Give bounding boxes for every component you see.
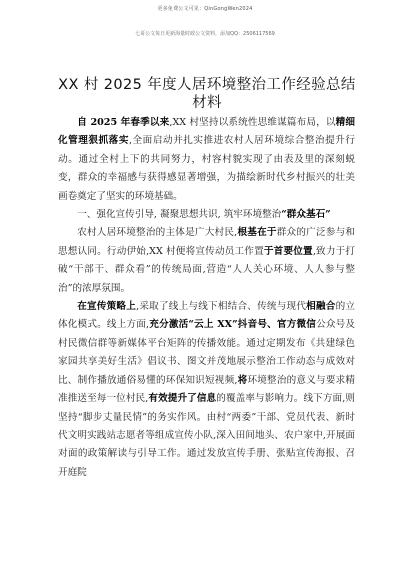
document-body: [58, 114, 355, 482]
header-subnote: 七哥公文每日更新海量时政公文资料，添加QQ：2506117569: [135, 31, 275, 37]
text-run: 公众号及村民微信群等新媒体平台矩阵的传播效能。通过定期发布《共建绿色家园共享美好生活》倡议书、图文并茂地展示整治工作动态与成效对比、制作播放通俗易懂的环保知识短视频,: [58, 319, 356, 386]
text-run: 农村人居环境整治的主体是广大村民,: [77, 227, 238, 239]
bold-run: 精细化管理狠抓落实: [58, 117, 356, 147]
paragraph-3: [58, 298, 355, 482]
document-title: XX 村 2025 年度人居环境整治工作经验总结材料: [58, 77, 356, 111]
text-run: ,致力于打破“干部干、群众看”的传统局面,营造“人人关心环境、人人参与整治”的浓厚氛围。: [58, 245, 356, 294]
paragraph-intro-lead: 自 2025 年春季以来: [77, 117, 170, 128]
text-run: ,XX 村坚持以系统性思维谋篇布局，以: [169, 117, 336, 128]
section-heading-1: [58, 206, 355, 224]
paragraph-intro: [58, 114, 355, 206]
text-run: ,全面启动并扎实推进农村人居环境综合整治提升行动。通过全村上下的共同努力，村容村貌实现了由表及里的深刻蜕变，群众的幸福感与获得感显著增强，为描绘新时代乡村振兴的壮美画卷奠定了坚实的环境基础。: [58, 135, 355, 202]
heading-bold: “群众基石”: [281, 209, 331, 221]
text-run: 环境整治的意义与要求精准推送至每一位村民,: [58, 374, 356, 405]
bold-run: 根基在于: [237, 227, 277, 239]
bold-run: 充分激活“云上 XX”抖音号、官方微信: [149, 319, 317, 331]
bold-run: 在宣传策略上: [77, 301, 137, 313]
header-note: 更多免费公文可见：QinGongWen2024: [157, 6, 253, 12]
text-run: 群众的广泛参与和思想认同。行动伊始,XX 村便将宣传动员工作置: [58, 227, 355, 257]
paragraph-2: [58, 224, 355, 298]
bold-run: 将: [237, 374, 248, 386]
text-run: 的覆盖率与影响力。线下方面,则坚持“脚步丈量民情”的务实作风。由村“两委”干部、党员代表、新时代文明实践站志愿者等组成宣传小队,深入田间地头、农户家中,开展面对面的政策解读与引导工作。通过发放宣传手册、张贴宣传海报、召开庭院: [58, 393, 355, 478]
bold-run: 有效提升了信息: [148, 393, 217, 405]
bold-run: 于首要位置: [263, 245, 313, 257]
bold-run: 相融合: [306, 301, 336, 313]
text-run: ,采取了线上与线下相结合、传统与现代: [136, 301, 307, 313]
heading-text: 一、强化宣传引导, 凝聚思想共识, 筑牢环境整治: [77, 209, 282, 221]
text-run: 的立体化模式。线上方面,: [58, 301, 355, 331]
